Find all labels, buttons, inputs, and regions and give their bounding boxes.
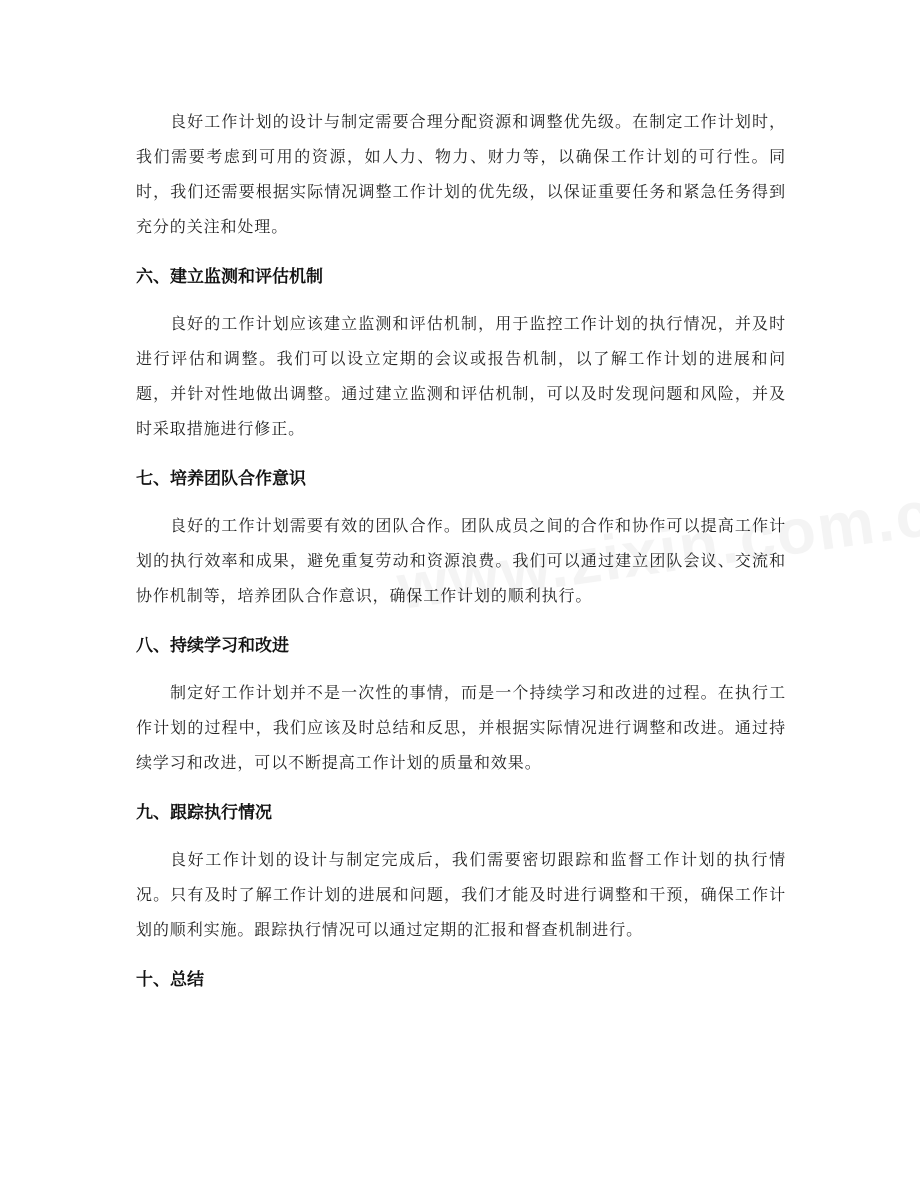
section-heading-6: 六、建立监测和评估机制 bbox=[136, 267, 323, 287]
paragraph-resource-allocation: 良好工作计划的设计与制定需要合理分配资源和调整优先级。在制定工作计划时，我们需要考虑到可用的资源，如人力、物力、财力等，以确保工作计划的可行性。同时，我们还需要根据实际情况调整工作计划的优先级，以保证重要任务和紧急任务得到充分的关注和处理。 bbox=[136, 112, 786, 236]
paragraph-continuous-learning: 制定好工作计划并不是一次性的事情，而是一个持续学习和改进的过程。在执行工作计划的过程中，我们应该及时总结和反思，并根据实际情况进行调整和改进。通过持续学习和改进，可以不断提高工作计划的质量和效果。 bbox=[136, 683, 786, 772]
paragraph-tracking: 良好工作计划的设计与制定完成后，我们需要密切跟踪和监督工作计划的执行情况。只有及时了解工作计划的进展和问题，我们才能及时进行调整和干预，确保工作计划的顺利实施。跟踪执行情况可以通过定期的汇报和督查机制进行。 bbox=[136, 850, 786, 939]
paragraph-monitoring: 良好的工作计划应该建立监测和评估机制，用于监控工作计划的执行情况，并及时进行评估和调整。我们可以设立定期的会议或报告机制，以了解工作计划的进展和问题，并针对性地做出调整。通过建立监测和评估机制，可以及时发现问题和风险，并及时采取措施进行修正。 bbox=[136, 314, 786, 438]
section-heading-9: 九、跟踪执行情况 bbox=[136, 803, 272, 823]
document-body bbox=[136, 104, 786, 995]
paragraph-teamwork: 良好的工作计划需要有效的团队合作。团队成员之间的合作和协作可以提高工作计划的执行效率和成果，避免重复劳动和资源浪费。我们可以通过建立团队会议、交流和协作机制等，培养团队合作意识，确保工作计划的顺利执行。 bbox=[136, 516, 786, 605]
section-heading-8: 八、持续学习和改进 bbox=[136, 636, 289, 656]
section-heading-10: 十、总结 bbox=[136, 970, 204, 990]
section-heading-7: 七、培养团队合作意识 bbox=[136, 469, 306, 489]
